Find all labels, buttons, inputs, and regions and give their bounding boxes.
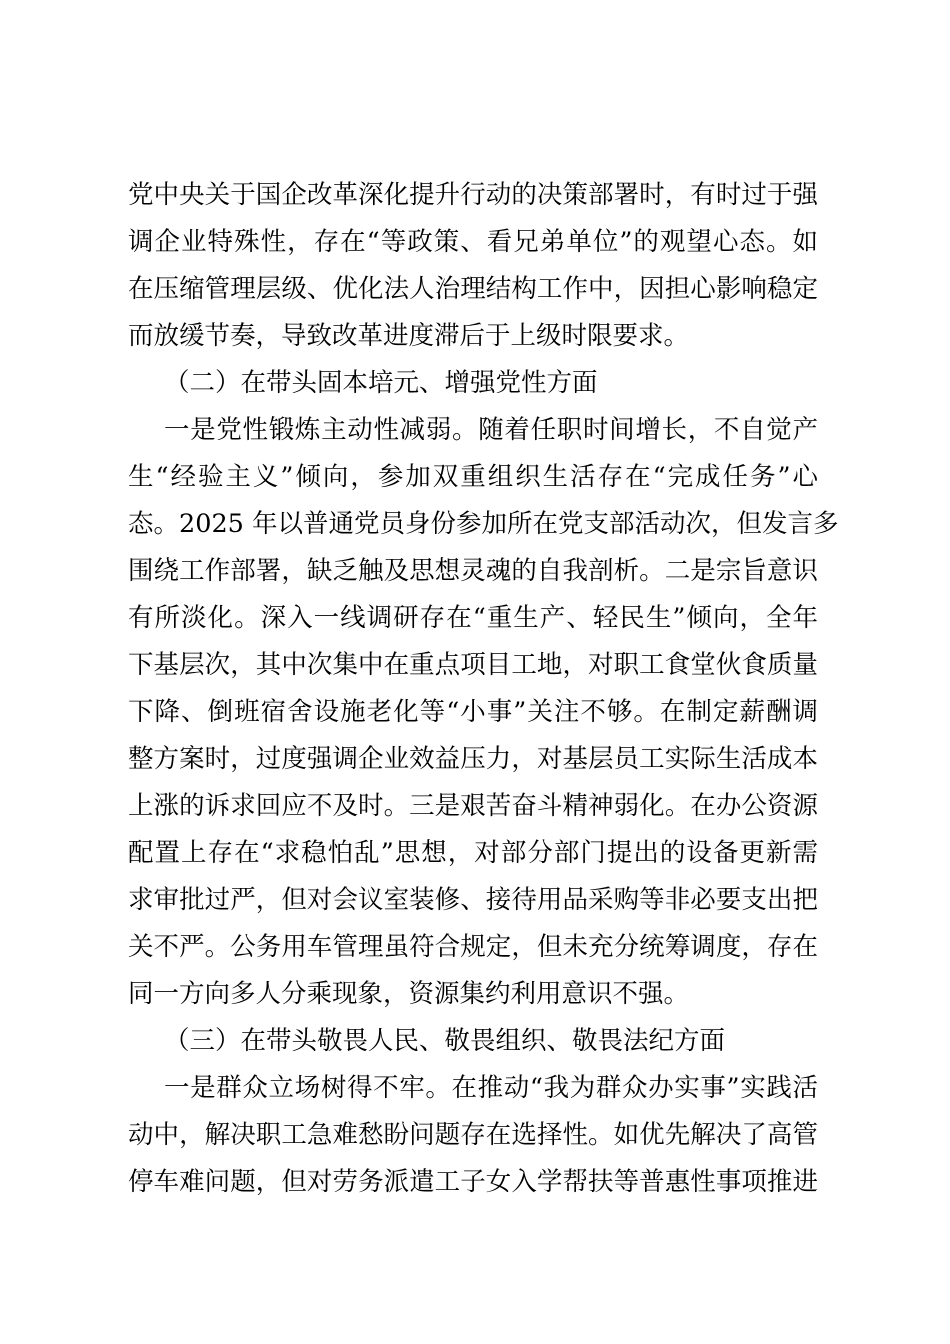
text-line: 生“经验主义”倾向，参加双重组织生活存在“完成任务”心 bbox=[128, 462, 818, 492]
text-line: 党中央关于国企改革深化提升行动的决策部署时，有时过于强 bbox=[128, 180, 818, 210]
text-line: 而放缓节奏，导致改革进度滞后于上级时限要求。 bbox=[128, 321, 690, 351]
text-line: 下降、倒班宿舍设施老化等“小事”关注不够。在制定薪酬调 bbox=[128, 697, 818, 727]
text-line: 态。2025 年以普通党员身份参加所在党支部活动次，但发言多 bbox=[128, 509, 839, 539]
text-line: 求审批过严，但对会议室装修、接待用品采购等非必要支出把 bbox=[128, 885, 818, 915]
text-line: 一是群众立场树得不牢。在推动“我为群众办实事”实践活 bbox=[164, 1073, 818, 1103]
text-line: 停车难问题，但对劳务派遣工子女入学帮扶等普惠性事项推进 bbox=[128, 1167, 818, 1197]
document-body bbox=[128, 172, 839, 1206]
text-line: 整方案时，过度强调企业效益压力，对基层员工实际生活成本 bbox=[128, 744, 818, 774]
text-line: 关不严。公务用车管理虽符合规定，但未充分统筹调度，存在 bbox=[128, 932, 818, 962]
text-line: 在压缩管理层级、优化法人治理结构工作中，因担心影响稳定 bbox=[128, 274, 818, 304]
text-line: 同一方向多人分乘现象，资源集约利用意识不强。 bbox=[128, 979, 690, 1009]
text-line: 动中，解决职工急难愁盼问题存在选择性。如优先解决了高管 bbox=[128, 1120, 818, 1150]
text-line: 调企业特殊性，存在“等政策、看兄弟单位”的观望心态。如 bbox=[128, 227, 818, 257]
text-line: 有所淡化。深入一线调研存在“重生产、轻民生”倾向，全年 bbox=[128, 603, 818, 633]
section-heading-2: （二）在带头固本培元、增强党性方面 bbox=[164, 368, 598, 398]
paragraph-continued bbox=[128, 172, 818, 360]
text-line: 围绕工作部署，缺乏触及思想灵魂的自我剖析。二是宗旨意识 bbox=[128, 556, 818, 586]
text-line: 配置上存在“求稳怕乱”思想，对部分部门提出的设备更新需 bbox=[128, 838, 818, 868]
text-line: 下基层次，其中次集中在重点项目工地，对职工食堂伙食质量 bbox=[128, 650, 818, 680]
text-line: 一是党性锻炼主动性减弱。随着任职时间增长，不自觉产 bbox=[164, 415, 818, 445]
section-heading-3: （三）在带头敬畏人民、敬畏组织、敬畏法纪方面 bbox=[164, 1026, 726, 1056]
text-line: 上涨的诉求回应不及时。三是艰苦奋斗精神弱化。在办公资源 bbox=[128, 791, 818, 821]
paragraph-party-spirit bbox=[128, 407, 839, 1018]
paragraph-reverence bbox=[128, 1065, 818, 1206]
